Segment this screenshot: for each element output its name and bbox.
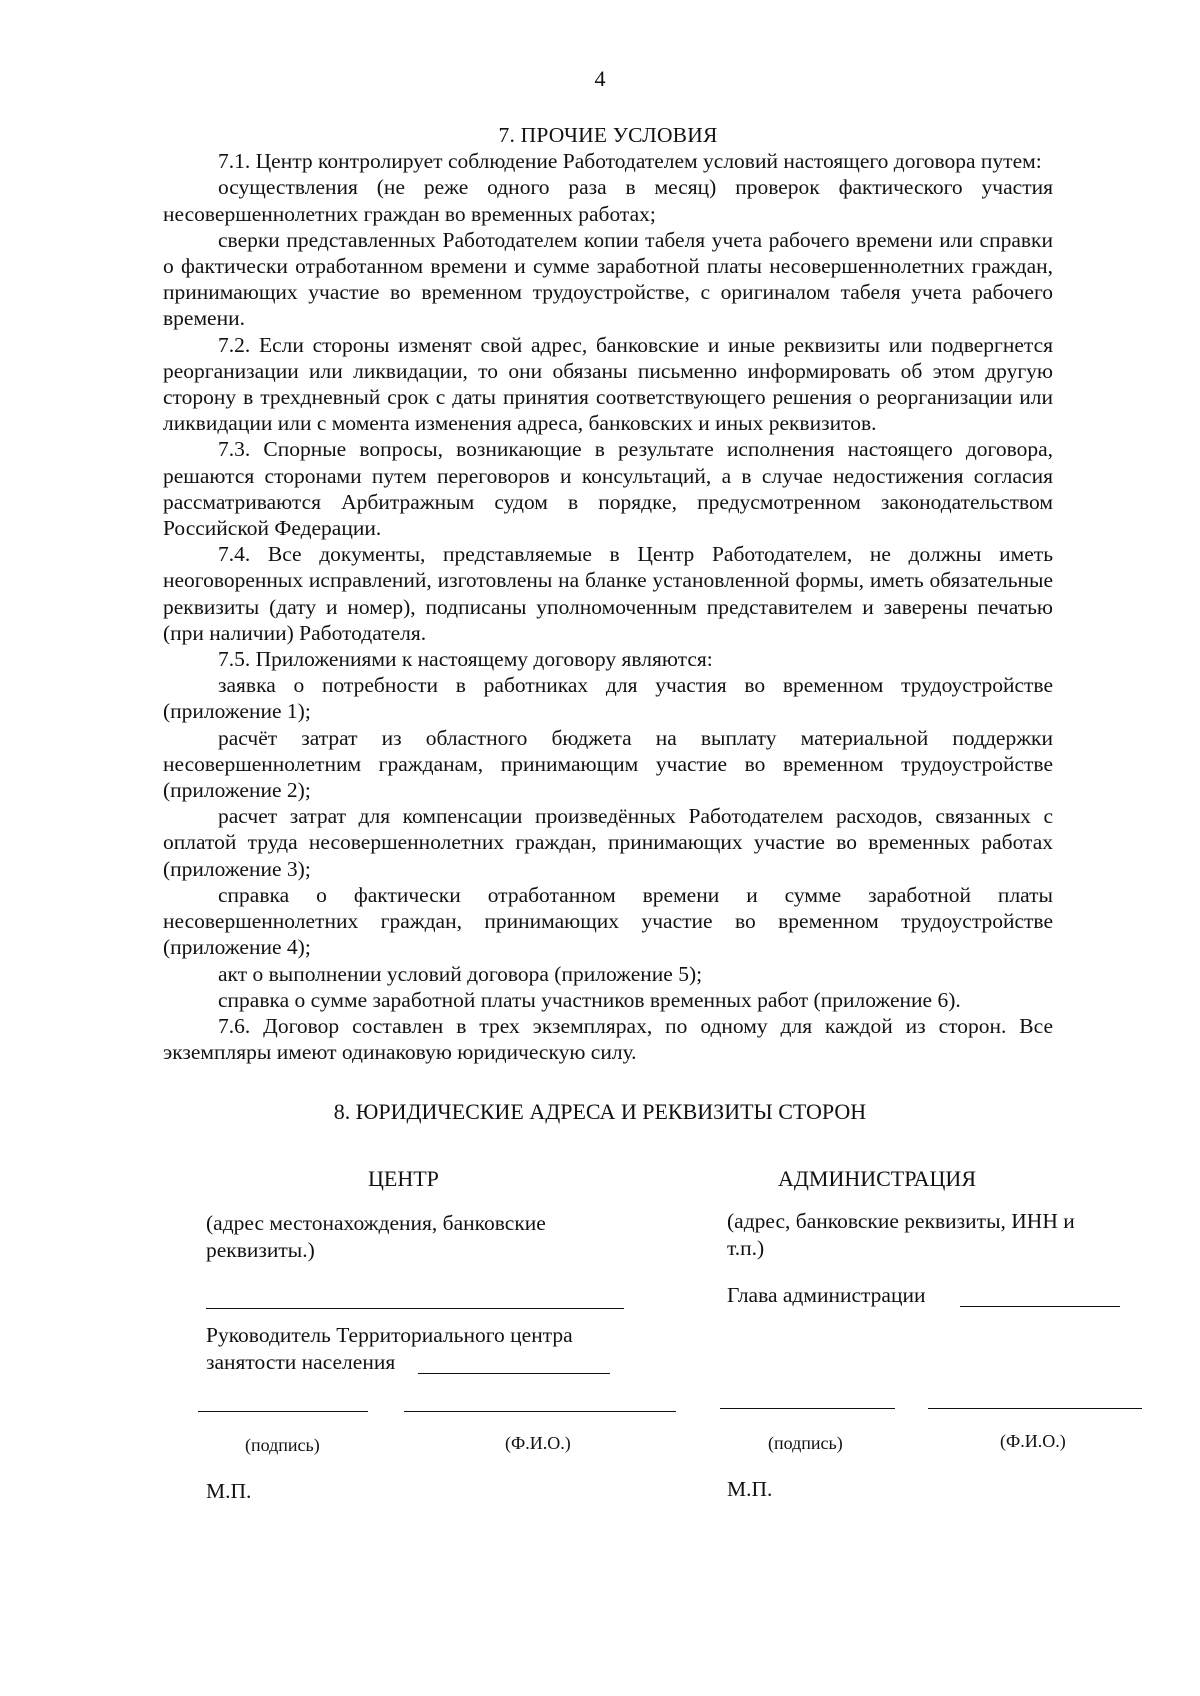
- paragraph-7-1: 7.1. Центр контролирует соблюдение Работодателем условий настоящего договора путем:: [218, 149, 1042, 174]
- administration-name-line: [928, 1408, 1142, 1409]
- center-blank-line: [206, 1308, 624, 1309]
- appendix-item-2: расчёт затрат из областного бюджета на выплату материальной поддержки несовершеннолетним гражданам, принимающим участие во временном трудоустройстве (приложение 2);: [163, 725, 1053, 803]
- appendix-item-1: заявка о потребности в работниках для участия во временном трудоустройстве (приложение 1);: [163, 673, 1053, 724]
- paragraph-7-6: 7.6. Договор составлен в трех экземплярах, по одному для каждой из сторон. Все экземпляры имеют одинаковую юридическую силу.: [163, 1013, 1053, 1065]
- center-stamp: М.П.: [206, 1479, 252, 1503]
- administration-address-line-1: (адрес, банковские реквизиты, ИНН и: [727, 1209, 1075, 1233]
- center-heading: ЦЕНТР: [368, 1166, 439, 1191]
- section-7: [163, 122, 1053, 1065]
- appendix-item-3: расчет затрат для компенсации произведённых Работодателем расходов, связанных с оплатой труда несовершеннолетних граждан, принимающих участие во временных работах (приложение 3);: [163, 804, 1053, 881]
- center-signer-line-1: Руководитель Территориального центра: [206, 1323, 573, 1347]
- administration-address-line-2: т.п.): [727, 1236, 765, 1260]
- administration-signature-line: [720, 1408, 895, 1409]
- center-signer-blank: [418, 1373, 610, 1374]
- section-8-title: 8. ЮРИДИЧЕСКИЕ АДРЕСА И РЕКВИЗИТЫ СТОРОН: [333, 1099, 867, 1124]
- center-name-line: [404, 1411, 676, 1412]
- appendix-item-6: справка о сумме заработной платы участников временных работ (приложение 6).: [218, 987, 961, 1012]
- center-signer-line-2: занятости населения: [206, 1350, 396, 1374]
- administration-signature-label: (подпись): [768, 1433, 843, 1453]
- appendix-item-5: акт о выполнении условий договора (приложение 5);: [218, 961, 703, 986]
- center-address-line-1: (адрес местонахождения, банковские: [206, 1211, 546, 1235]
- appendix-item-4: справка о фактически отработанном времени и сумме заработной платы несовершеннолетних граждан, принимающих участие во временном трудоустройстве (приложение 4);: [163, 882, 1053, 960]
- administration-stamp: М.П.: [727, 1477, 773, 1501]
- administration-name-label: (Ф.И.О.): [1000, 1431, 1066, 1451]
- administration-signer-line: Глава администрации: [727, 1283, 926, 1307]
- paragraph-7-1-item-1: осуществления (не реже одного раза в месяц) проверок фактического участия несовершеннолетних граждан во временных работах;: [163, 175, 1053, 226]
- administration-heading: АДМИНИСТРАЦИЯ: [778, 1166, 976, 1191]
- center-signature-label: (подпись): [245, 1435, 320, 1455]
- administration-signer-blank: [960, 1306, 1120, 1307]
- section-7-title: 7. ПРОЧИЕ УСЛОВИЯ: [498, 123, 718, 147]
- paragraph-7-2: 7.2. Если стороны изменят свой адрес, банковские и иные реквизиты или подвергнется реорганизации или ликвидации, то они обязаны письменно информировать об этом другую сторону в трехдневный срок с даты принятия соответствующего решения о реорганизации или ликвидации или с момента изменения адреса, банковских и иных реквизитов.: [163, 332, 1053, 436]
- page-number: 4: [594, 66, 606, 91]
- paragraph-7-3: 7.3. Спорные вопросы, возникающие в результате исполнения настоящего договора, решаются сторонами путем переговоров и консультаций, а в случае недостижения согласия рассматриваются Арбитражным судом в порядке, предусмотренном законодательством Российской Федерации.: [163, 437, 1053, 541]
- center-address-line-2: реквизиты.): [206, 1238, 315, 1262]
- paragraph-7-1-item-2: сверки представленных Работодателем копии табеля учета рабочего времени или справки о фактически отработанном времени и сумме заработной платы несовершеннолетних граждан, принимающих участие во временном трудоустройстве, с оригиналом табеля учета рабочего времени.: [163, 227, 1053, 331]
- center-signature-line: [198, 1411, 368, 1412]
- center-name-label: (Ф.И.О.): [505, 1433, 571, 1453]
- paragraph-7-5: 7.5. Приложениями к настоящему договору являются:: [218, 647, 713, 672]
- paragraph-7-4: 7.4. Все документы, представляемые в Центр Работодателем, не должны иметь неоговоренных исправлений, изготовлены на бланке установленной формы, иметь обязательные реквизиты (дату и номер), подписаны уполномоченным представителем и заверены печатью (при наличии) Работодателя.: [163, 542, 1053, 645]
